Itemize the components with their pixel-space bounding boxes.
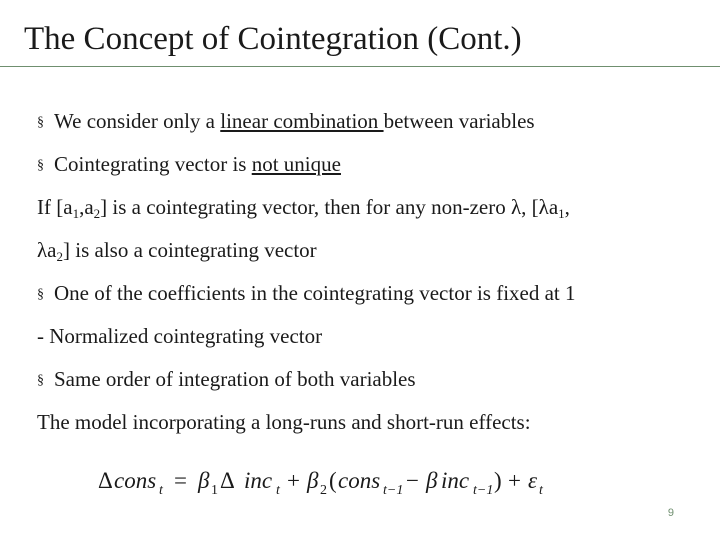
equation-subscript: t−1 — [383, 483, 404, 498]
beta-symbol: β — [198, 468, 210, 493]
bullet-text: We consider only a — [54, 109, 221, 133]
slide-body — [37, 104, 697, 448]
equation-subscript: t — [276, 483, 280, 498]
equation-var: cons — [338, 468, 381, 493]
text-run: The model incorporating a long-runs and short-run effects: — [37, 410, 531, 434]
delta-symbol: Δ — [220, 468, 235, 493]
beta-symbol: β — [426, 468, 438, 493]
bullet-linear-combination — [37, 104, 697, 147]
paragraph-line — [37, 233, 697, 276]
text-run: , — [564, 195, 570, 219]
subscript: 1 — [558, 206, 565, 221]
equation-subscript: t — [539, 483, 543, 498]
bullet-coefficient-fixed — [37, 276, 697, 319]
text-run: ,a — [79, 195, 94, 219]
equals-sign: = — [174, 468, 187, 493]
plus-sign: + — [508, 468, 521, 493]
beta-symbol: β — [307, 468, 319, 493]
equation-subscript: 1 — [211, 483, 218, 498]
bullet-icon: § — [37, 287, 44, 302]
equation-subscript: t−1 — [473, 483, 494, 498]
text-run: - Normalized cointegrating vector — [37, 324, 323, 348]
underlined-text: linear combination — [220, 109, 384, 133]
text-run: ] is also a cointegrating vector — [63, 238, 317, 262]
bullet-icon: § — [37, 158, 44, 173]
equation-var: inc — [244, 468, 273, 493]
page-number: 9 — [667, 507, 674, 519]
equation-svg — [98, 462, 568, 502]
paragraph-line — [37, 405, 697, 448]
bullet-text: Cointegrating vector is — [54, 152, 252, 176]
ecm-equation — [98, 462, 568, 502]
equation-var: cons — [114, 468, 157, 493]
text-run: If [a — [37, 195, 73, 219]
bullet-text: Same order of integration of both variables — [54, 367, 416, 391]
equation-var: inc — [441, 468, 470, 493]
bullet-icon: § — [37, 373, 44, 388]
bullet-not-unique — [37, 147, 697, 190]
plus-sign: + — [287, 468, 300, 493]
subscript: 1 — [72, 206, 80, 221]
subscript: 2 — [56, 249, 64, 264]
title-divider — [0, 66, 720, 67]
subscript: 2 — [93, 206, 101, 221]
text-run: ] is a cointegrating vector, then for any non-zero λ, [λa — [100, 195, 559, 219]
bullet-icon: § — [37, 115, 44, 130]
epsilon-symbol: ε — [528, 468, 538, 493]
paragraph-line — [37, 319, 697, 362]
bullet-same-order — [37, 362, 697, 405]
paragraph-line — [37, 190, 697, 233]
text-run: λa — [37, 238, 57, 262]
bullet-text: between variables — [383, 109, 535, 133]
underlined-text: not unique — [251, 152, 341, 176]
bullet-text: One of the coefficients in the cointegrating vector is fixed at 1 — [54, 281, 576, 305]
minus-sign: − — [406, 468, 419, 493]
delta-symbol: Δ — [98, 468, 113, 493]
equation-subscript: t — [159, 483, 163, 498]
close-paren: ) — [494, 468, 502, 493]
slide-title: The Concept of Cointegration (Cont.) — [24, 21, 522, 57]
open-paren: ( — [329, 468, 337, 493]
equation-subscript: 2 — [320, 483, 327, 498]
